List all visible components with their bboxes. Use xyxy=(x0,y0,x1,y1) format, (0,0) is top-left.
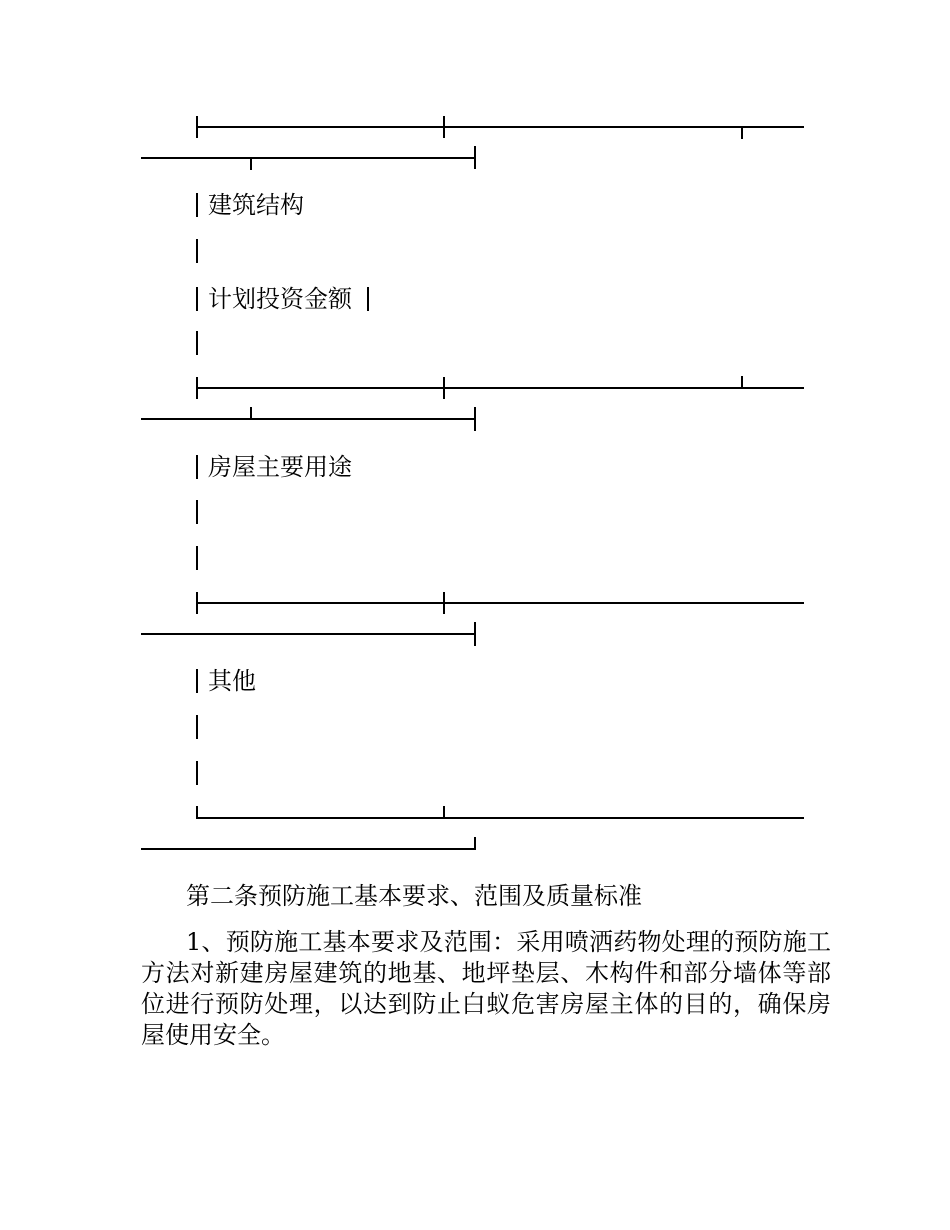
table-border xyxy=(196,287,198,311)
table-border xyxy=(196,592,198,614)
table-border xyxy=(741,126,743,139)
table-border xyxy=(474,146,476,169)
table-border xyxy=(196,602,804,604)
row-label-structure: 建筑结构 xyxy=(208,191,304,219)
table-border xyxy=(196,193,198,217)
table-border xyxy=(196,455,198,479)
table-border xyxy=(443,592,445,614)
table-border xyxy=(474,407,476,431)
table-border xyxy=(196,377,198,399)
table-border xyxy=(141,848,476,850)
row-label-investment: 计划投资金额 xyxy=(208,285,352,313)
table-border xyxy=(196,116,198,138)
table-border xyxy=(250,157,252,170)
table-border xyxy=(196,546,198,570)
table-border xyxy=(196,126,804,128)
table-border xyxy=(367,287,369,311)
table-border xyxy=(443,377,445,399)
table-border xyxy=(474,837,476,850)
table-border xyxy=(196,761,198,785)
table-border xyxy=(141,418,476,420)
table-border xyxy=(196,817,804,819)
section-heading: 第二条预防施工基本要求、范围及质量标准 xyxy=(186,882,642,910)
table-border xyxy=(196,500,198,524)
table-border xyxy=(196,331,198,355)
table-border xyxy=(741,376,743,388)
table-border xyxy=(196,715,198,739)
table-border xyxy=(443,116,445,138)
table-border xyxy=(141,633,476,635)
table-border xyxy=(474,622,476,646)
table-border xyxy=(196,669,198,693)
section-paragraph: 1、预防施工基本要求及范围：采用喷洒药物处理的预防施工方法对新建房屋建筑的地基、地坪垫层、木构件和部分墙体等部位进行预防处理，以达到防止白蚁危害房屋主体的目的，确保房屋使用安全。 xyxy=(141,928,831,1049)
table-border xyxy=(250,407,252,419)
table-border xyxy=(443,806,445,819)
row-label-other: 其他 xyxy=(208,667,256,695)
table-border xyxy=(141,157,476,159)
table-border xyxy=(196,387,804,389)
table-border xyxy=(196,239,198,263)
row-label-usage: 房屋主要用途 xyxy=(208,453,352,481)
